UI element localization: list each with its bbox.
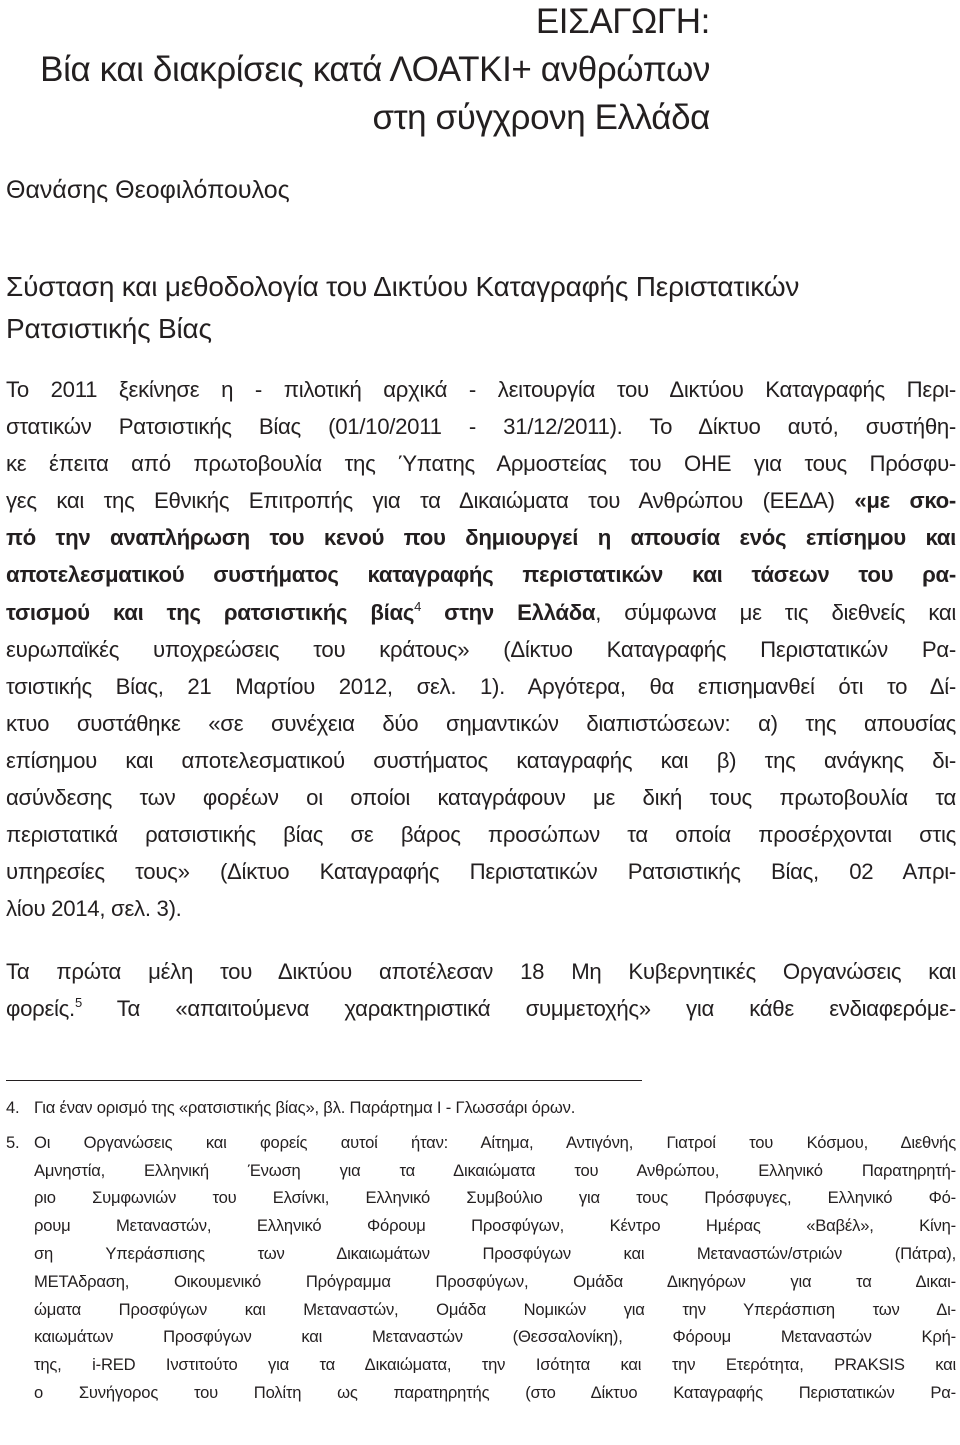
text-line [6, 990, 956, 1027]
footnote-line: της, i-RED Ινστιτούτο για τα Δικαιώματα, την Ισότητα και την Ετερότητα, PRAKSIS και [34, 1355, 956, 1375]
footnote-divider [6, 1080, 642, 1081]
footnote-4 [6, 1094, 956, 1122]
footnote-number: 5. [6, 1132, 20, 1152]
author-name: Θανάσης Θεοφιλόπουλος [6, 176, 290, 204]
bold-quote-start: «με σκο- [854, 488, 956, 514]
bold-text-line: πό την αναπλήρωση του κενού που δημιουργεί η απουσία ενός επίσημου και [6, 525, 956, 551]
text-line: τσιστικής Βίας, 21 Μαρτίου 2012, σελ. 1). Αργότερα, θα επισημανθεί ότι το Δί- [6, 673, 956, 699]
text-run: Τα «απαιτούμενα χαρακτηριστικά συμμετοχής» για κάθε ενδιαφερόμε- [81, 996, 956, 1022]
footnote-number: 4. [6, 1098, 20, 1117]
chapter-title-line-1: ΕΙΣΑΓΩΓΗ: [535, 2, 710, 41]
chapter-title [6, 0, 956, 142]
text-line [6, 482, 956, 519]
bold-text-line: αποτελεσματικού συστήματος καταγραφής περιστατικών και τάσεων του ρα- [6, 562, 956, 588]
bold-text-run: τσισμού και της ρατσιστικής βίας [6, 599, 415, 625]
section-heading [6, 266, 956, 350]
body-paragraph-2 [6, 953, 956, 1027]
text-line: κε έπειτα από πρωτοβουλία της Ύπατης Αρμοστείας του ΟΗΕ για τους Πρόσφυ- [6, 451, 956, 477]
footnote-line: καιωμάτων Προσφύγων και Μεταναστών (Θεσσαλονίκη), Φόρουμ Μεταναστών Κρή- [34, 1327, 956, 1347]
text-run: , σύμφωνα με τις διεθνείς και [595, 599, 956, 625]
footnote-line: Για έναν ορισμό της «ρατσιστικής βίας», βλ. Παράρτημα Ι - Γλωσσάρι όρων. [34, 1098, 576, 1117]
footnote-line: ΜΕΤΑδραση, Οικουμενικό Πρόγραμμα Προσφύγων, Ομάδα Δικηγόρων για τα Δικαι- [34, 1271, 956, 1291]
footnote-ref-5[interactable]: 5 [74, 995, 82, 1011]
footnote-line: ριο Συμφωνιών του Ελσίνκι, Ελληνικό Συμβούλιο για τους Πρόσφυγες, Ελληνικό Φό- [34, 1188, 956, 1208]
text-line: υπηρεσίες τους» (Δίκτυο Καταγραφής Περιστατικών Ρατσιστικής Βίας, 02 Απρι- [6, 859, 956, 885]
section-heading-line-1: Σύσταση και μεθοδολογία του Δικτύου Καταγραφής Περιστατικών [6, 271, 800, 302]
body-paragraph-1 [6, 371, 956, 927]
footnote-ref-4[interactable]: 4 [414, 598, 422, 614]
chapter-title-line-2: Βία και διακρίσεις κατά ΛΟΑΤΚΙ+ ανθρώπων [40, 50, 710, 89]
text-line: στατικών Ρατσιστικής Βίας (01/10/2011 - 31/12/2011). Το Δίκτυο αυτό, συστήθη- [6, 414, 956, 440]
chapter-title-line-3: στη σύγχρονη Ελλάδα [372, 98, 710, 137]
footnote-text [34, 1129, 956, 1407]
text-line: επίσημου και αποτελεσματικού συστήματος καταγραφής και β) της ανάγκης δι- [6, 747, 956, 773]
text-line: Τα πρώτα μέλη του Δικτύου αποτέλεσαν 18 Μη Κυβερνητικές Οργανώσεις και [6, 959, 956, 984]
footnote-5 [6, 1129, 956, 1407]
footnote-line: ρουμ Μεταναστών, Ελληνικό Φόρουμ Προσφύγων, Κέντρο Ημέρας «Βαβέλ», Κίνη- [34, 1216, 956, 1236]
bold-text-run: στην Ελλάδα [421, 599, 596, 625]
text-line: ασύνδεσης των φορέων οι οποίοι καταγράφουν με δική τους πρωτοβουλία τα [6, 785, 956, 811]
text-line: ευρωπαϊκές υποχρεώσεις του κράτους» (Δίκτυο Καταγραφής Περιστατικών Ρα- [6, 636, 956, 662]
footnote-line: ώματα Προσφύγων και Μεταναστών, Ομάδα Νομικών για την Υπεράσπιση των Δι- [34, 1299, 956, 1319]
text-line: Το 2011 ξεκίνησε η - πιλοτική αρχικά - λειτουργία του Δικτύου Καταγραφής Περι- [6, 377, 956, 402]
text-line: περιστατικά ρατσιστικής βίας σε βάρος προσώπων τα οποία προσέρχονται στις [6, 822, 956, 848]
text-line [6, 594, 956, 631]
section-heading-line-2: Ρατσιστικής Βίας [6, 313, 212, 344]
footnote-line: ση Υπεράσπισης των Δικαιωμάτων Προσφύγων και Μεταναστών/στριών (Πάτρα), [34, 1243, 956, 1263]
footnotes [6, 1094, 956, 1414]
text-line: λίου 2014, σελ. 3). [6, 896, 182, 922]
footnote-line: Αμνηστία, Ελληνική Ένωση για τα Δικαιώματα του Ανθρώπου, Ελληνικό Παρατηρητή- [34, 1160, 956, 1180]
footnote-line: ο Συνήγορος του Πολίτη ως παρατηρητής (στο Δίκτυο Καταγραφής Περιστατικών Ρα- [34, 1382, 956, 1402]
footnote-text [34, 1094, 956, 1122]
text-run: φορείς. [6, 996, 75, 1022]
footnote-line: Οι Οργανώσεις και φορείς αυτοί ήταν: Αίτημα, Αντιγόνη, Γιατροί του Κόσμου, Διεθνής [34, 1132, 956, 1152]
text-line: κτυο συστάθηκε «σε συνέχεια δύο σημαντικών διαπιστώσεων: α) της απουσίας [6, 710, 956, 736]
text-run: γες και της Εθνικής Επιτροπής για τα Δικαιώματα του Ανθρώπου (ΕΕΔΑ) [6, 488, 855, 514]
